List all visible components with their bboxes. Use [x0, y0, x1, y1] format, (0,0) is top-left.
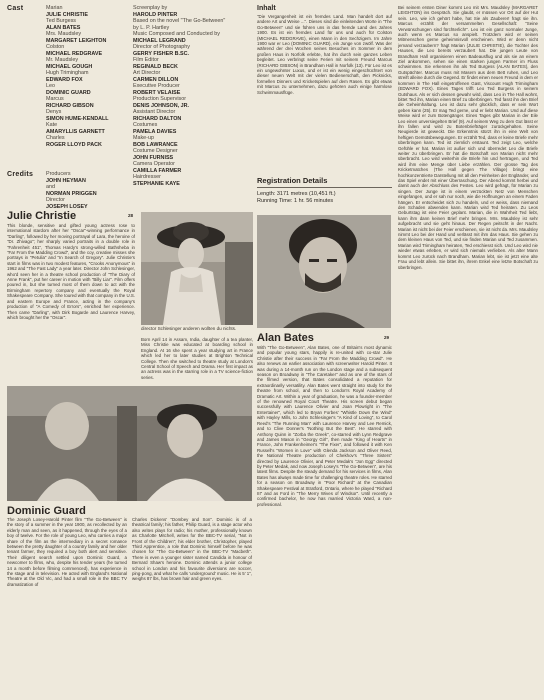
credit-name: DENIS JOHNSON, JR.: [133, 102, 190, 109]
credit-role: Costume Designer: [133, 148, 178, 154]
credit-role: Assistant Director: [133, 109, 176, 115]
dominic-guard-photo: [7, 386, 252, 501]
alan-bates-bio-text: With "The Go-Between", Alan Bates, one of Britain's most dynamic and popular young stars, happily is re-united with co-star Julie Christie after their success in "Far From the Madding Crowd". He also renews an earlier association with screenwriter Harold Pinter. It was during a 14-month run on the London stage and a subsequent season on Broadway in "The Caretaker" and as one of the stars of the filmed version, that Bates consolidated a reputation for extraordinarily versatility. Alan Bates went straight into study for the theatre from school, and then to London's Royal Academy of Dramatic Art. Within a year of graduation, he was a founder-member of the renowned Royal Court Theatre. His screen debut began successfully with Laurence Olivier and Joan Plowright in "The Entertainer", which led to Bryan Forbes' "Whistle Down the Wind" with Hayley Mills, to John Schlesinger's "A Kind of Loving", to Carol Reed's "The Running Man" with Laurence Harvey and Lee Remick, and to Clive Donner's "Nothing But the Best". He starred with Anthony Quinn in "Zorba the Greek", co-starred with Lynn Redgrave and James Mason in "Georgy Girl", then made "King of Hearts" in France, John Frankenheimer's "The Fixer", and followed it with Ken Russell's "Women in Love" with Glenda Jackson and Oliver Reed, the National Theatre production of Chekhov's "Three Sisters" directed by Laurence Olivier, and Peter Medak's "Jon Egg" directed by Peter Medak, and now Joseph Losey's "The Go-Between", are his latest films. Despite the steady demand for his services in films, Alan Bates has always made time for challenging theatre roles. He starred for a season on Broadway in "Poor Richard" at the Canadian Shakespeare Festival at Stratford, Ontario, where he played "Richard III" and as Ford in "The Merry Wives of Windsor". Until recently a confirmed bachelor, he now has married Victoria Ward, a non-professional.: [257, 345, 392, 507]
registration-heading: Registration Details: [257, 176, 328, 185]
credit-name: GERRY FISHER B.SC.: [133, 50, 190, 57]
credit-role: Colston: [46, 44, 65, 50]
credit-role: Costumes: [133, 122, 158, 128]
credit-role: Mrs. Maudsley: [46, 31, 82, 37]
dominic-guard-heading: Dominic Guard: [7, 505, 86, 517]
credit-role: Camera Operator: [133, 161, 175, 167]
credit-name: JOHN HEYMAN: [46, 177, 86, 184]
credit-role: Director: [46, 197, 65, 203]
credit-role: Executive Producer: [133, 83, 180, 89]
credit-role: Hugh Trimingham: [46, 70, 89, 76]
credit-role: Denys: [46, 109, 62, 115]
credit-role: Production Supervisor: [133, 96, 187, 102]
credit-role: Marian: [46, 5, 63, 11]
credit-name: HAROLD PINTER: [133, 11, 178, 18]
julie-christie-heading: Julie Christie: [7, 210, 77, 222]
credit-name: MICHAEL LEGRAND: [133, 37, 186, 44]
credit-name: EDWARD FOX: [46, 76, 83, 83]
registration-running-time: Running Time: 1 hr. 56 minutes: [257, 198, 334, 204]
page-number: 29: [384, 335, 390, 340]
credit-name: NORMAN PRIGGEN: [46, 190, 97, 197]
credits-heading: Credits: [7, 171, 34, 178]
registration-length: Length: 3171 metres (10,451 ft.): [257, 191, 336, 197]
credit-name: MICHAEL REDGRAVE: [46, 50, 103, 57]
credit-role: Charles: [46, 135, 65, 141]
cast-list: [46, 5, 134, 148]
credit-name: JOSEPH LOSEY: [46, 203, 88, 210]
credit-role: by L. P. Hartley: [133, 24, 170, 31]
julie-christie-photo-caption: director Schlesinger anderen wollten du nichts.: [141, 326, 237, 331]
credit-role: Marcus: [46, 96, 64, 102]
credit-role: Art Director: [133, 70, 161, 76]
credit-role: Kate: [46, 122, 58, 128]
credit-name: SIMON HUME-KENDALL: [46, 115, 109, 122]
credit-name: MICHAEL GOUGH: [46, 63, 93, 70]
credit-name: AMARYLLIS GARNETT: [46, 128, 105, 135]
dominic-guard-bio-text-continued: Charles Dickens' "Dombey and Son". Dominic is of a theatrical family; his father, Philip Guard, is a stage actor who also writes plays for radio; his mother, professionally known as Charlotte Mitchell, writes for the BBC-TV serial, "Not in Front of the Children"; his elder brother, Christopher, played Third Apprentice, a role that Dominic himself before he was chosen for "The Go-Between" in the BBC-TV "Macbeth". There is even a younger sister named Candida in honour of Bernard Shaw's heroine. Dominic attends a junior college school in London and his favourite diversions are soccer, ping-pong, and what he calls 'underground' music. He is 5' 1", weighs 87 lbs, has brown hair and green eyes.: [132, 517, 252, 582]
julie-christie-bio-text: This blonde, sensitive and gifted young actress rose to international stardom after her "Oscar"-winning performance in "Darling", followed by her moving portrayal of Lara, the heroine of "Dr. Zhivago"; her sharply varied portraits in a double role in "Fahrenheit 451", Thomas Hardy's strong-willed Bathsheba in "Far From the Madding Crowd", and the coy, creative misses she portrays in "Petulia" and "In Search of Gregory". Julie Christie's start in films was in two modest features, "Crooks Anonymous" in 1962 and "The Fast Lady" a year later. Director John Schlesinger, who'd seen her in a theatre school production of "The Diary of Anne Frank", put her career in motion with "Billy Liar". Film offers poured in, but she turned most of them down to act with the Birmingham repertory company and eventually the Royal Shakespeare Company. She toured with that company in the U.S. and eastern Europe and France, acting in the company's production of "A Comedy of Errors", enriched her experience. Then came "Darling", with Dirk Bogarde and Laurence Harvey, which brought her the "Oscar".: [7, 223, 135, 320]
credit-role: Leo: [46, 83, 55, 89]
credit-name: JOHN FURNISS: [133, 154, 174, 161]
credit-role: Based on the novel "The Go-Between": [133, 18, 226, 24]
credit-name: PAMELA DAVIES: [133, 128, 177, 135]
credit-name: DOMINIC GUARD: [46, 89, 91, 96]
credit-name: RICHARD GIBSON: [46, 102, 94, 109]
dominic-guard-bio-text: The Joseph Losey-Harold Pinter film "The Go-Between" is the story of a summer in the year 1900, as recollected by an elderly man and seen, as it happened, through the eyes of a boy of twelve. For the role of young Leo, who carries a major share of the film as the intermediary in a secret romance between the pretty daughter of a country family and her older tenant farmer, they required a boy both alert and sensitive. Their diligent search settled upon Dominic Guard, a newcomer to films, who, despite his tender years (he turned 14 a month before filming commenced), has experience in the stage and in television. He acted with England's National Theatre at the Old Vic, and had a small role in the BBC TV dramatization of: [7, 517, 127, 587]
synopsis-continued-text: Bei seinem ersten Diner kommt Leo mit Mrs. Maudsley (MARGARET LEIGHTON) ins Gespräch. Sie glaubt, er müssen vor Ort auf der Hut sein. Leo, wie ich gehört habe, hat Sie als Zauberer! fragt sie ihn. Marcus erzählt der versammelten Gesellschaft: "Seine Verwünschungen sind fürchterlich!". Leo ist ein ganz normaler Junge, auch wenn es Marcus so anspielt. Trotzdem wird er seinen Mitmenschen gerne geheimnisvoll erscheinen. Wird er denn nicht jemand verzaubern? fragt Marian (JULIE CHRISTIE), die Tochter des Hauses, die Leo bereits verzaubert hat. Die jungen Leute von Brandham Hall organisieren einen Badeausflug und als sie an einem Ziel ankommen, sehen sie einen starken jungen Farmer im Fluss schwimmen. Sie erkennen ihn als Ted Burgess (ALAN BATES), den Gutspächter. Marcus muss mit Masern aus dem Bett ruhen, und Leo streift alleine durch die Gegend. Er findet einen neuen Freund in dem er kommen in The Hall eingetroffenen Gast, Viscount Hugh Trimingham (EDWARD FOX). Eines Tages trifft Leo Ted Burgess in seinem Gutshaus. Als er sich dessen gewahr wird, dass Leo in The Hall wohnt, bittet Ted ihn, Marian einen Brief zu überbringen. Ted fasst ihn den Brief die Geheimhaltung. Leo ist dazu sehr glücklich, dass er sein Wort geben kann (25). Er mag Ted gerne, und er liebt Marian. Und auf diese Weise wird er zum Botengänger. Eines Tages gibt Marian in der Eile Leo einen unversiegelten Brief (9). Auf seinem Weg zu dem Gut lässt er ihn fallen und wird zu Botenbriefträger zurückgehalten. Seine Neugierde ist geweckt. Die Erkenntnis stürzt ihn in eine Welt von heftigen Gemütsbewegungen. Er erzählt Ted, dass er keine Briefe mehr überbringen kann. Ted ist ziemlich erstaunt. Ted zeigt Leo, welche Gefühle er hat. Marian ist außer sich und überredet Leo die Briefe weiter zu überbringen. Er hat die Botschaft von Marian nicht mehr überbracht. Leo wird weiterhin die Briefe hin und hertragen, und Ted wird ihm eine Menge über Liebe erzählen. Der grosse Tag des Kricketmatches (The Hall gegen The Village) bringt eine hochkonzentrierte Darstellung mit all den Feinheiten der Engländer, und das Spiel endet mit einer Überraschung. Der Abend kommt herbei und damit auch der Abschluss des Festes. Leo wird gefragt, für Marian zu singen. Der Junge ist in einem verzückten Netz von Menschen eingefangen, und er sah nur noch, wie die Hoffnungen an einem Faden hängen. Er entscheidet sich zu handeln, und er weiss, dass niemand den Schaden abwenden kann. Marian wird Ted heiraten. Zu Leos Geburtstag ist eine Feier geplant. Marian, die in Wahrheit Ted liebt, kann ihm dann keinen Brief mehr bringen. Mrs. Maudsley ist sehr aufgebracht und sie geht hinaus. Der Regen peitscht in der Nacht. Marian ist nicht bei der Feier erschienen, sie ist nicht da. Mrs. Maudsley nimmt Leo bei der Hand und verlässt mit ihm das Haus. Sie gehen zu dem kleinen Haus von Ted, und sie finden Marian und Ted zusammen. Marian wird Trimingham heiraten, Ted erschiesst sich. Und Leo wird nie wieder etwas erleben, er wird sich niemals verlieben. Als alter Mann kommt Leo zurück nach Brandham. Marian lebt, sie ist jetzt eine alte Frau und lebt allein. Sie bittet ihn, ihrem Enkel eine letzte Botschaft zu überbringen.: [398, 5, 538, 270]
credit-name: JULIE CHRISTIE: [46, 11, 88, 18]
cast-heading: Cast: [7, 5, 24, 12]
credit-role: Music Composed and Conducted by: [133, 31, 220, 37]
credit-role: Screenplay by: [133, 5, 168, 11]
credit-name: ALAN BATES: [46, 24, 81, 31]
credits-list: [46, 171, 134, 210]
credit-role: Film Editor: [133, 57, 159, 63]
credit-role: Producers: [46, 171, 71, 177]
credit-name: ROGER LLOYD PACK: [46, 141, 102, 148]
credit-name: REGINALD BECK: [133, 63, 178, 70]
page-number: 28: [128, 213, 134, 218]
credit-role: Mr. Maudsley: [46, 57, 79, 63]
credit-name: RICHARD DALTON: [133, 115, 182, 122]
julie-christie-early-life-text: Born April 14 in Assam, India, daughter of a tea planter, Miss Christie was educated at boarding school in England. At 16 she spent a year studying art in France which led her to later studies at Brighton Technical College. Then she switched to theatre study at London's Central School of Speech and Drama. Her first impact as an actress was in the starring role in a TV science-fiction series.: [141, 337, 253, 380]
credit-name: MARGARET LEIGHTON: [46, 37, 107, 44]
alan-bates-heading: Alan Bates: [257, 332, 314, 344]
alan-bates-photo: [257, 215, 391, 328]
inhalt-text: "Die Vergangenheit ist ein fremdes Land. Man handelt dort auf andere Art und Weise ...". Dieses sind die einleitenden Worte in "The Go-Between" und sie führen uns in das fremde Land des Jahres 1900. Es ist ein fremdes Land für uns und auch für Colston (MICHAEL REDGRAVE), einen Mann in den Sechzigern. Im Jahre 1900 war er Leo (DOMINIC GUARD), ein Junge von zwölf. Was der während der drei Wochen seines Besuches im Sommer in dem großen Haus in Norfolk erlebte, hat ihn durch sein ganzes Leben begleitet. Leo verbringt seine Ferien mit seinem Freund Marcus (RICHARD GIBSON) in Brandham Hall in Norfolk (13). Für Leo ist es ein ungewohnter Luxus, und er ist ein wenig eingeschüchtert von dieser neuen Welt mit der vielen Bedienerschaft, den Picknicks, formellen Dinners und Kricketspielen auf dem Rasen. Es gibt etwas mit Marcus zu unternehmen, dazu gehören auch einige harmlose Schwimmausflüge.: [257, 14, 392, 95]
credit-role: Make-up: [133, 135, 154, 141]
crew-list: [133, 5, 251, 187]
credit-name: ROBERT VELAISE: [133, 89, 181, 96]
credit-role: and: [46, 184, 55, 190]
julie-christie-photo: [141, 212, 253, 325]
divider: [257, 187, 392, 188]
credit-role: Ted Burgess: [46, 18, 76, 24]
credit-name: CAMILLA FARMER: [133, 167, 182, 174]
credit-role: Hairdresser: [133, 174, 161, 180]
credit-role: Director of Photography: [133, 44, 190, 50]
credit-name: CARMEN DILLON: [133, 76, 179, 83]
inhalt-heading: Inhalt: [257, 5, 276, 12]
credit-name: BOB LAWRANCE: [133, 141, 178, 148]
credit-name: STEPHANIE KAYE: [133, 180, 180, 187]
